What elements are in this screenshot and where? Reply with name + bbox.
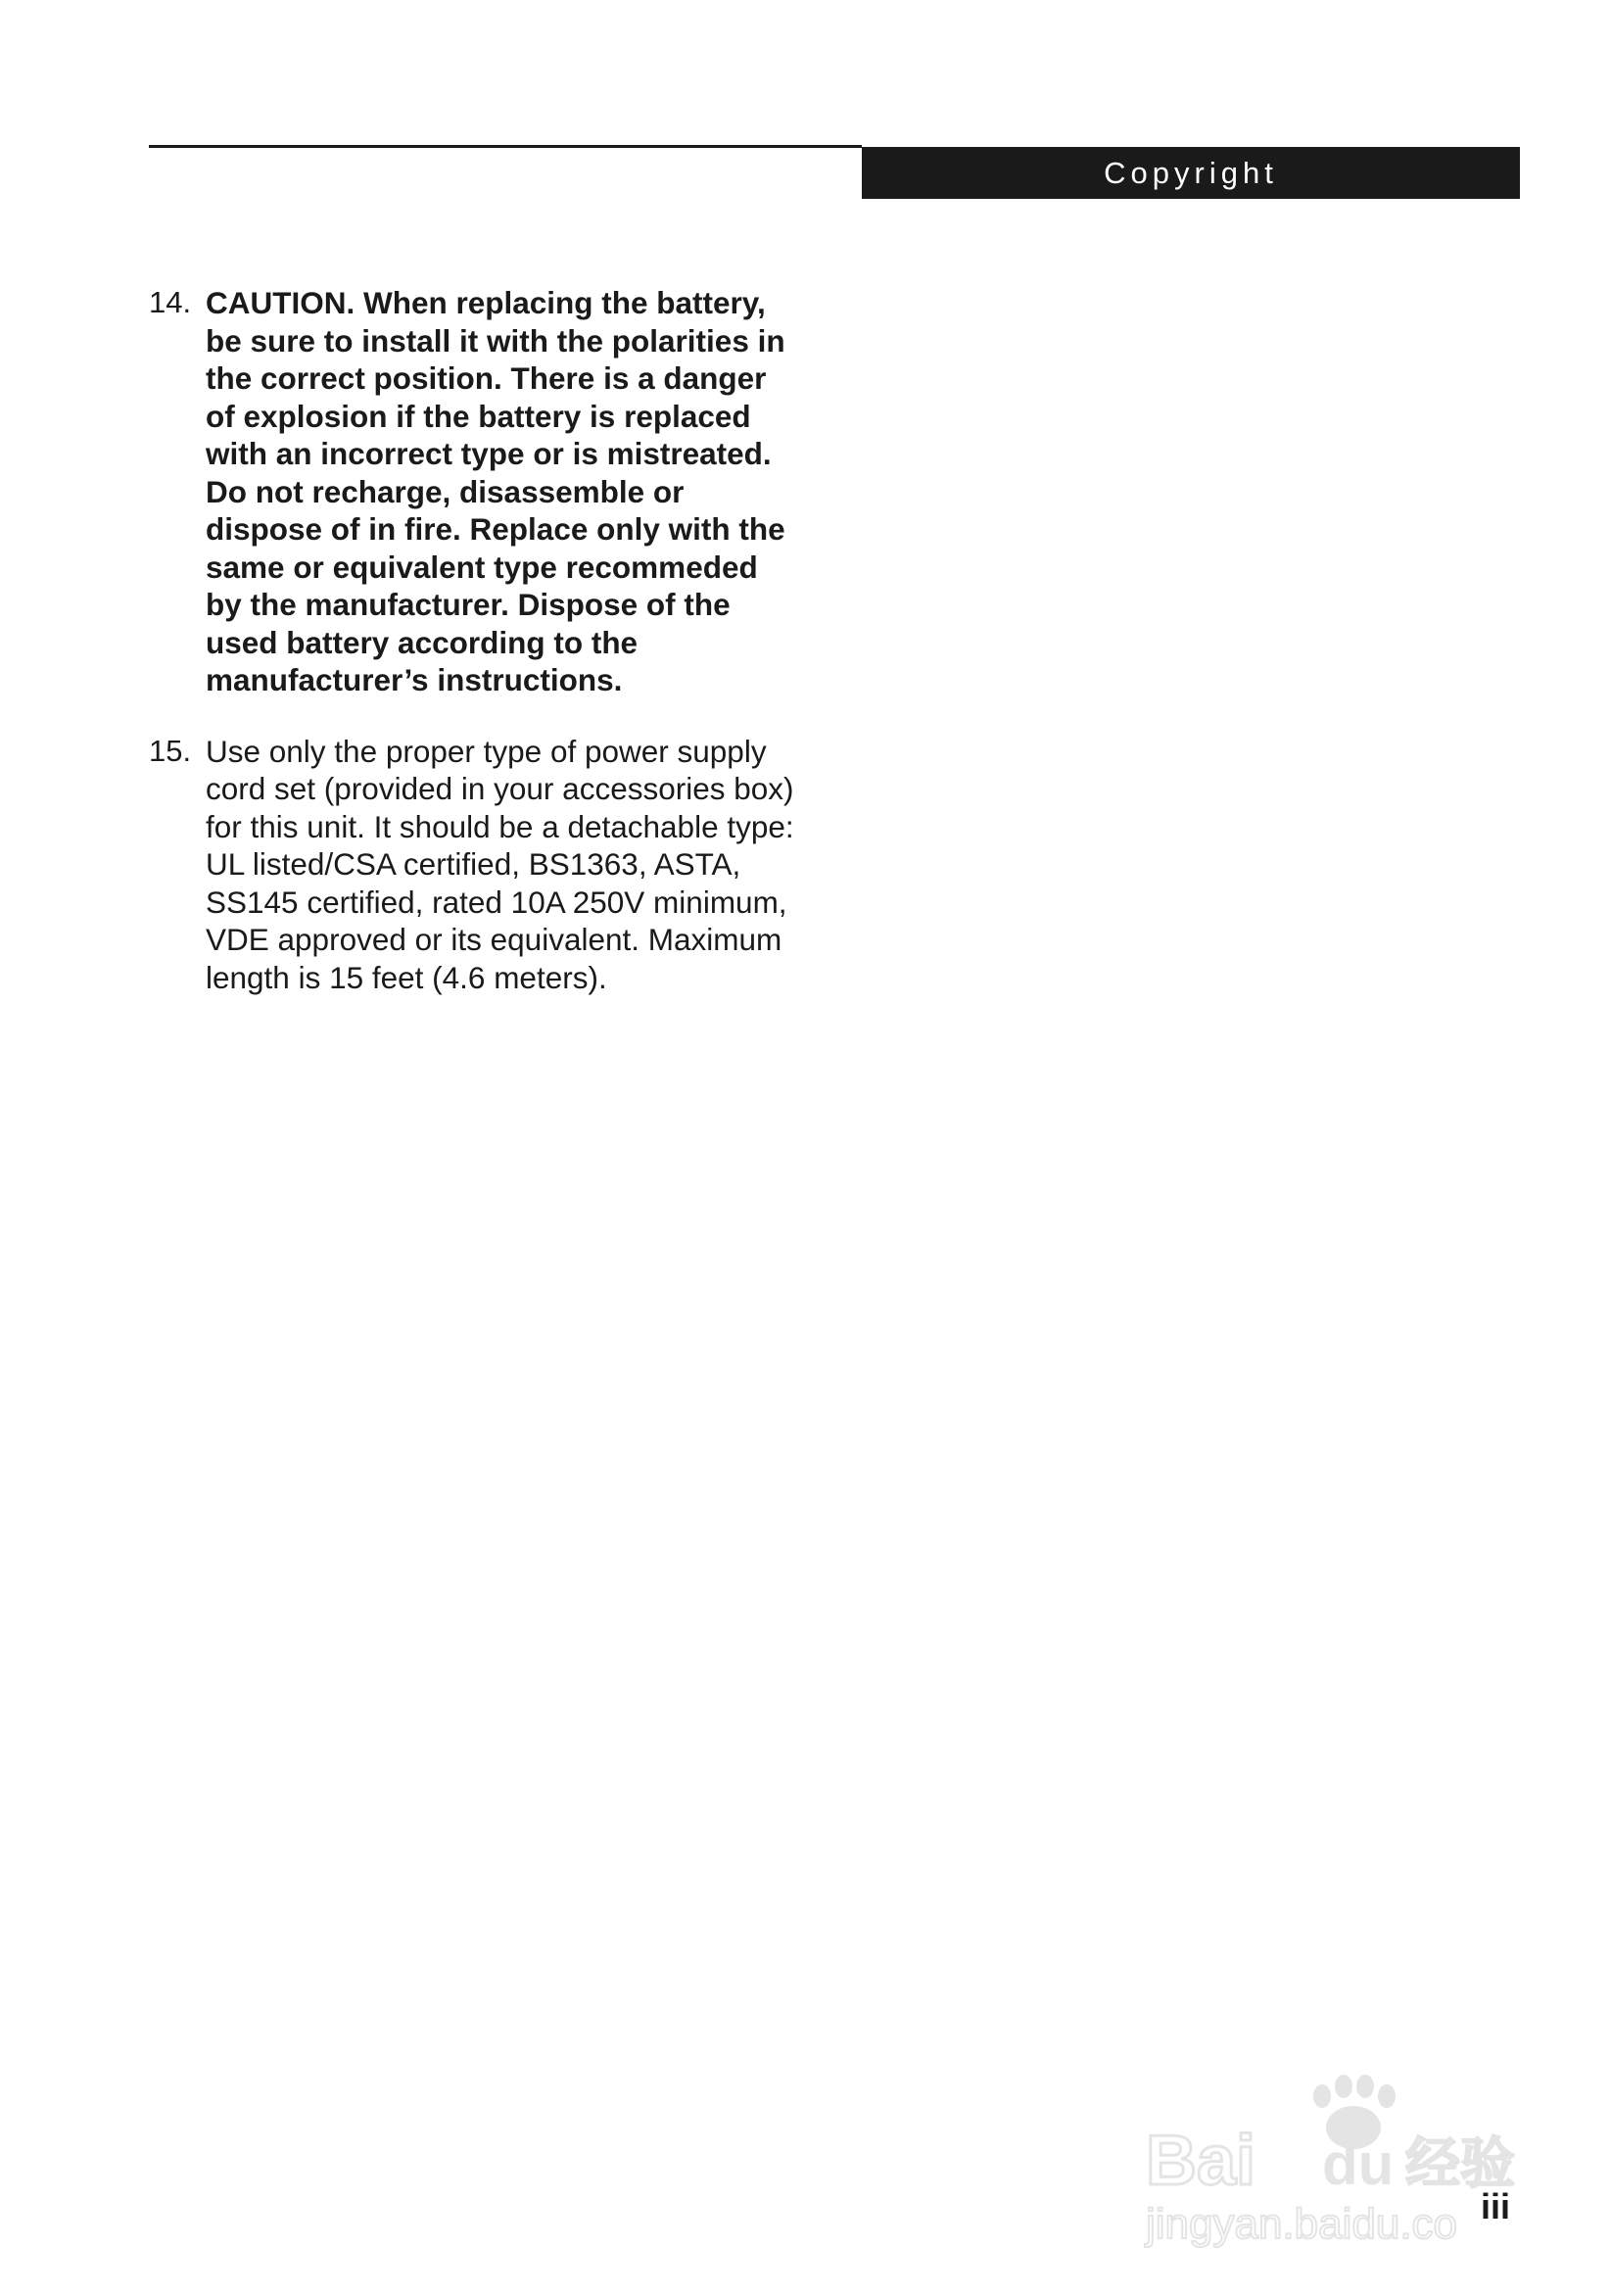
text-line: SS145 certified, rated 10A 250V minimum, — [206, 884, 787, 920]
text-line: dispose of in fire. Replace only with the — [206, 511, 785, 547]
item-number: 14. — [149, 285, 192, 319]
item-number: 15. — [149, 733, 192, 768]
text-line: UL listed/CSA certified, BS1363, ASTA, — [206, 846, 741, 882]
svg-text:经验: 经验 — [1405, 2132, 1515, 2196]
text-line: CAUTION. When replacing the battery, — [206, 285, 766, 320]
svg-text:du: du — [1322, 2131, 1395, 2197]
document-body — [149, 284, 815, 1029]
page-number: iii — [1481, 2186, 1511, 2226]
text-line: for this unit. It should be a detachable type: — [206, 808, 794, 844]
text-line: same or equivalent type recommeded — [206, 549, 758, 585]
text-line: be sure to install it with the polarities in — [206, 322, 785, 359]
svg-text:Bai: Bai — [1146, 2122, 1256, 2200]
text-line: length is 15 feet (4.6 meters). — [206, 959, 607, 995]
text-line: of explosion if the battery is replaced — [206, 398, 751, 434]
text-line: used battery according to the — [206, 624, 639, 660]
text-line: manufacturer’s instructions. — [206, 662, 623, 697]
section-title: Copyright — [862, 147, 1520, 199]
list-item-15 — [149, 733, 815, 997]
list-item-14 — [149, 284, 815, 699]
power-supply-text — [206, 733, 815, 997]
text-line: cord set (provided in your accessories box) — [206, 771, 794, 806]
text-line: Do not recharge, disassemble or — [206, 473, 685, 509]
svg-text:jingyan.baidu.co: jingyan.baidu.co — [1146, 2200, 1458, 2248]
caution-text — [206, 284, 815, 699]
text-line: by the manufacturer. Dispose of the — [206, 587, 731, 622]
text-line: Use only the proper type of power supply — [206, 733, 767, 769]
text-line: VDE approved or its equivalent. Maximum — [206, 922, 782, 957]
baidu-watermark — [1136, 2057, 1528, 2253]
text-line: with an incorrect type or is mistreated. — [206, 436, 772, 471]
header-rule — [149, 145, 862, 148]
text-line: the correct position. There is a danger — [206, 360, 767, 396]
